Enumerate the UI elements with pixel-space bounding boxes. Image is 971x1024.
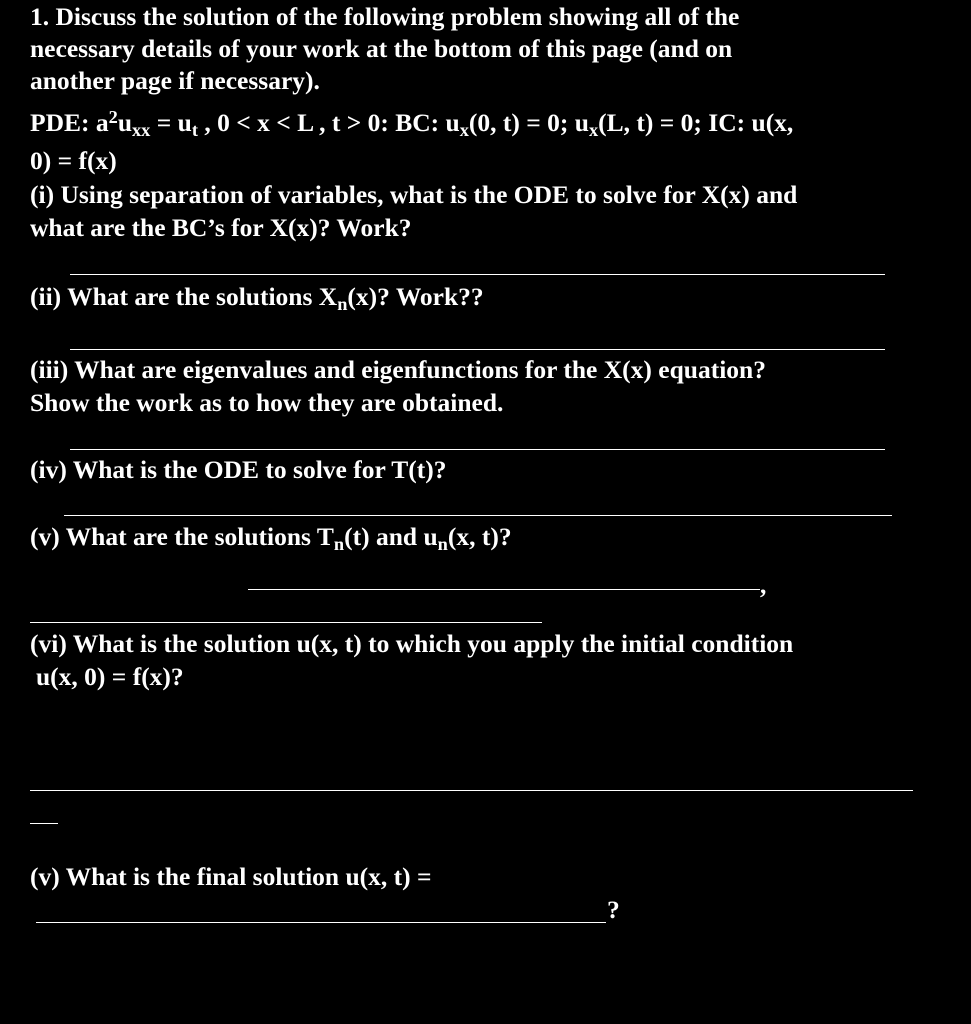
intro-line-3: another page if necessary). bbox=[30, 66, 320, 95]
answer-line-5a bbox=[248, 589, 760, 590]
pde-u: u bbox=[117, 108, 132, 137]
answer-line-6 bbox=[30, 790, 913, 791]
pde-line-2: 0) = f(x) bbox=[30, 146, 117, 175]
pde-t-subscript: t bbox=[191, 120, 198, 141]
question-3-line-2: Show the work as to how they are obtained. bbox=[30, 388, 504, 417]
answer-line-6-dash bbox=[30, 823, 58, 824]
answer-line-3 bbox=[70, 449, 885, 450]
question-2-before: (ii) What are the solutions X bbox=[30, 282, 338, 311]
question-6-line-1: (vi) What is the solution u(x, t) to which you apply the initial condition bbox=[30, 629, 794, 658]
question-2-after: (x)? Work?? bbox=[347, 282, 484, 311]
answer-line-1 bbox=[70, 274, 885, 275]
pde-bc1: (0, t) = 0; u bbox=[468, 108, 589, 137]
answer-line-4 bbox=[64, 515, 892, 516]
question-2 bbox=[30, 280, 484, 313]
pde-rest: , 0 < x < L , t > 0: BC: u bbox=[197, 108, 460, 137]
answer-line-7 bbox=[36, 922, 606, 923]
question-5-a: (v) What are the solutions T bbox=[30, 522, 334, 551]
question-5-subscript-1: n bbox=[333, 534, 345, 555]
answer-line-7-question-mark: ? bbox=[607, 895, 620, 924]
answer-line-5b bbox=[30, 622, 542, 623]
question-4: (iv) What is the ODE to solve for T(t)? bbox=[30, 455, 447, 484]
intro-line-2: necessary details of your work at the bottom of this page (and on bbox=[30, 34, 733, 63]
question-3-line-1: (iii) What are eigenvalues and eigenfunctions for the X(x) equation? bbox=[30, 355, 766, 384]
intro-line-1: 1. Discuss the solution of the following problem showing all of the bbox=[30, 2, 740, 31]
question-5-subscript-2: n bbox=[437, 534, 448, 555]
pde-bc1-subscript: x bbox=[459, 120, 469, 141]
answer-line-5a-comma: , bbox=[760, 570, 767, 599]
question-1-line-1: (i) Using separation of variables, what is the ODE to solve for X(x) and bbox=[30, 180, 798, 209]
answer-line-2 bbox=[70, 349, 885, 350]
question-1-line-2: what are the BC’s for X(x)? Work? bbox=[30, 213, 412, 242]
pde-label: PDE: a bbox=[30, 108, 109, 137]
pde-a-exponent: 2 bbox=[108, 106, 118, 127]
question-2-subscript: n bbox=[337, 294, 348, 315]
pde-xx-subscript: xx bbox=[132, 120, 151, 141]
question-5-b: (t) and u bbox=[344, 522, 438, 551]
pde-bc2: (L, t) = 0; IC: u(x, bbox=[598, 108, 794, 137]
question-5 bbox=[30, 520, 512, 553]
question-5-c: (x, t)? bbox=[447, 522, 512, 551]
pde-line-1 bbox=[30, 106, 793, 139]
question-7: (v) What is the final solution u(x, t) = bbox=[30, 862, 432, 891]
question-6-line-2: u(x, 0) = f(x)? bbox=[36, 662, 184, 691]
pde-eq: = u bbox=[150, 108, 192, 137]
pde-bc2-subscript: x bbox=[588, 120, 599, 141]
